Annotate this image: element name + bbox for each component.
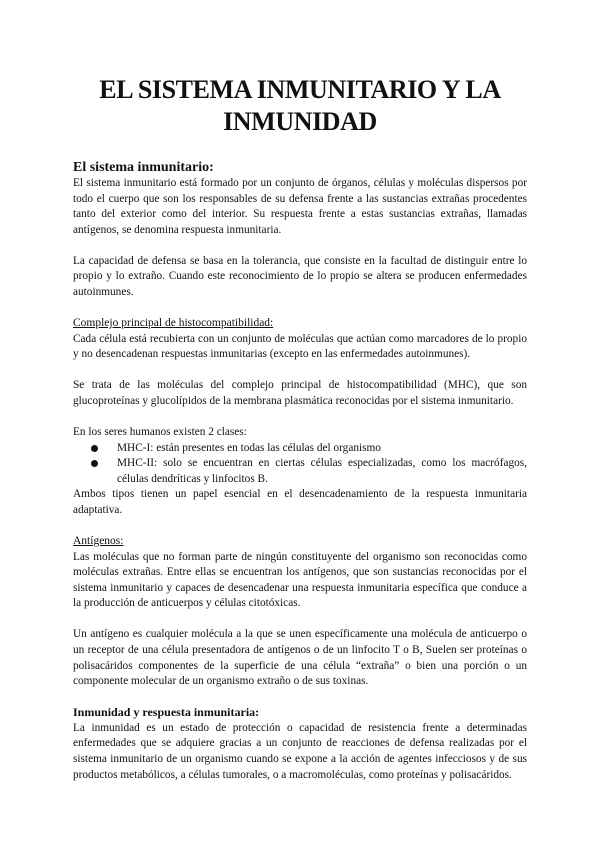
page-title: EL SISTEMA INMUNITARIO Y LA INMUNIDAD bbox=[99, 75, 501, 136]
subheading-antigenos: Antígenos: bbox=[73, 535, 124, 548]
list-item-mhc-i bbox=[117, 441, 527, 457]
list-item-text: MHC-II: solo se encuentran en ciertas células especializadas, como los macrófagos, células dendríticas y linfocitos B. bbox=[117, 457, 527, 485]
paragraph-antigenos-moleculas-extranas: Las moléculas que no forman parte de ningún constituyente del organismo son reconocidas como moléculas extrañas. Entre ellas se encuentran los antígenos, que son sustancias reconocidas por el sistema inmunitario y capaces de desencadenar una respuesta inmunitaria específica que conduce a la producción de anticuerpos y células citotóxicas. bbox=[73, 550, 527, 610]
list-item-mhc-ii bbox=[117, 456, 527, 487]
spacer bbox=[73, 301, 527, 317]
paragraph-sistema-inmunitario-definicion: El sistema inmunitario está formado por un conjunto de órganos, células y moléculas dispersos por todo el cuerpo que son los responsables de su defensa frente a las sustancias extrañas procedentes tanto del exterior como del interior. Su respuesta frente a estas sustancias extrañas, llamadas antígenos, se denomina respuesta inmunitaria. bbox=[73, 177, 527, 236]
spacer bbox=[73, 612, 527, 628]
paragraph-mhc-definicion: Se trata de las moléculas del complejo principal de histocompatibilidad (MHC), que son glucoproteínas y glucolípidos de la membrana plasmática reconocidas por el sistema inmunitario. bbox=[73, 379, 527, 407]
paragraph-mhc-clases: En los seres humanos existen 2 clases: bbox=[73, 426, 247, 439]
spacer bbox=[73, 519, 527, 535]
spacer bbox=[73, 363, 527, 379]
paragraph-mhc-funcion: Ambos tipos tienen un papel esencial en el desencadenamiento de la respuesta inmunitaria adaptativa. bbox=[73, 488, 527, 516]
list-item-text: MHC-I: están presentes en todas las células del organismo bbox=[117, 441, 381, 454]
subheading-inmunidad: Inmunidad y respuesta inmunitaria: bbox=[73, 705, 260, 720]
bullet-icon bbox=[91, 460, 98, 467]
mhc-class-list bbox=[73, 441, 527, 488]
spacer bbox=[73, 238, 527, 254]
paragraph-mhc-marcadores: Cada célula está recubierta con un conjunto de moléculas que actúan como marcadores de lo propio y no desencadenan respuestas inmunitarias (excepto en las enfermedades autoinmunes). bbox=[73, 332, 527, 361]
paragraph-antigeno-definicion: Un antígeno es cualquier molécula a la que se unen específicamente una molécula de anticuerpo o un receptor de una célula presentadora de antígenos o de un linfocito T o B, Suelen ser proteínas o polisacáridos componentes de la superficie de una célula “extraña” o bien una porción o un componente molecular de un organismo extraño o de sus toxinas. bbox=[73, 628, 527, 688]
paragraph-inmunidad-definicion: La inmunidad es un estado de protección o capacidad de resistencia frente a determinadas enfermedades que se adquiere gracias a un conjunto de reacciones de defensa realizadas por el sistema inmunitario de un organismo cuando se expone a la acción de agentes infecciosos y de sus productos metabólicos, a células tumorales, o a macromoléculas, como proteínas y polisacáridos. bbox=[73, 721, 527, 781]
bullet-icon bbox=[91, 445, 98, 452]
paragraph-tolerancia: La capacidad de defensa se basa en la tolerancia, que consiste en la facultad de distinguir entre lo propio y lo extraño. Cuando este reconocimiento de lo propio se altera se producen enfermedades autoinmunes. bbox=[73, 254, 527, 299]
section-heading-sistema-inmunitario: El sistema inmunitario: bbox=[73, 160, 214, 175]
subheading-mhc: Complejo principal de histocompatibilidad: bbox=[73, 317, 274, 330]
spacer bbox=[73, 690, 527, 706]
spacer bbox=[73, 410, 527, 426]
